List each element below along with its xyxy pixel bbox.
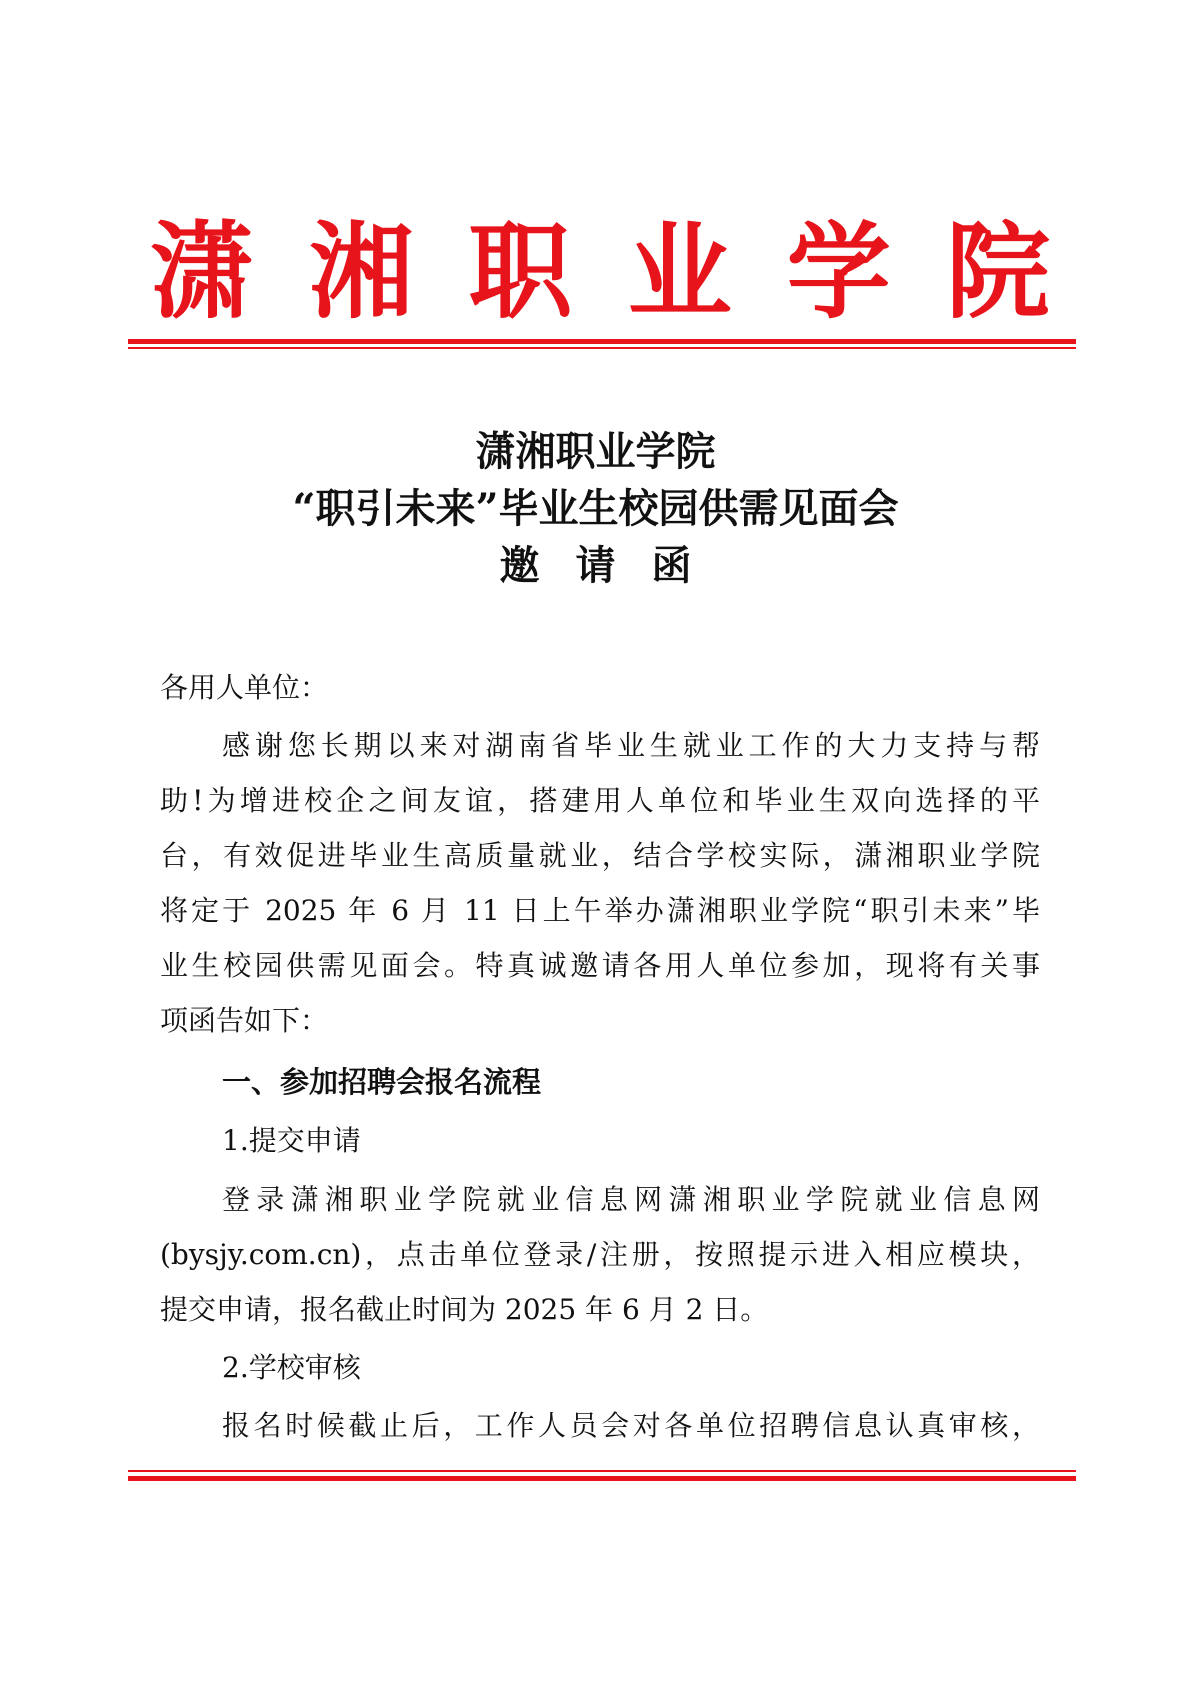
letterhead-rule-thin — [128, 347, 1076, 349]
letterhead-char: 湘 — [309, 210, 414, 333]
letterhead-char: 院 — [945, 210, 1050, 333]
letterhead-char: 职 — [468, 210, 573, 333]
letterhead-char: 学 — [786, 210, 891, 333]
heading-invitation: 邀请函 — [499, 542, 728, 589]
step1-line: 登录潇湘职业学院就业信息网潇湘职业学院就业信息网 — [222, 1183, 1040, 1216]
step1-line: 提交申请，报名截止时间为 2025 年 6 月 2 日。 — [160, 1293, 769, 1326]
intro-line: 将定于 2025 年 6 月 11 日上午举办潇湘职业学院“职引未来”毕 — [160, 894, 1040, 927]
heading-school: 潇湘职业学院 — [475, 428, 716, 475]
intro-paragraph — [160, 718, 1040, 1048]
intro-line: 助!为增进校企之间友谊，搭建用人单位和毕业生双向选择的平 — [160, 784, 1040, 817]
footer-rule-thick — [128, 1476, 1076, 1481]
section-title: 一、参加招聘会报名流程 — [222, 1065, 542, 1099]
step1-line: (bysjy.com.cn)，点击单位登录/注册，按照提示进入相应模块， — [160, 1238, 1040, 1271]
letterhead-char: 业 — [627, 210, 732, 333]
intro-line: 台，有效促进毕业生高质量就业，结合学校实际，潇湘职业学院 — [160, 839, 1040, 872]
intro-line: 业生校园供需见面会。特真诚邀请各用人单位参加，现将有关事 — [160, 949, 1040, 982]
step2-line: 报名时候截止后，工作人员会对各单位招聘信息认真审核， — [222, 1409, 1040, 1442]
step1-paragraph — [160, 1172, 1040, 1337]
letterhead-char: 潇 — [150, 210, 255, 333]
intro-line: 感谢您长期以来对湖南省毕业生就业工作的大力支持与帮 — [222, 729, 1040, 762]
step2-paragraph — [160, 1398, 1040, 1453]
intro-line: 项函告如下： — [160, 1004, 329, 1037]
letterhead-rule-thick — [128, 339, 1076, 344]
letterhead-title — [150, 212, 1050, 332]
footer-rule-thin — [128, 1470, 1076, 1472]
heading-event: “职引未来”毕业生校园供需见面会 — [292, 485, 899, 532]
step-title: 2.学校审核 — [222, 1351, 361, 1384]
step-title: 1.提交申请 — [222, 1124, 361, 1157]
salutation: 各用人单位： — [160, 671, 329, 704]
